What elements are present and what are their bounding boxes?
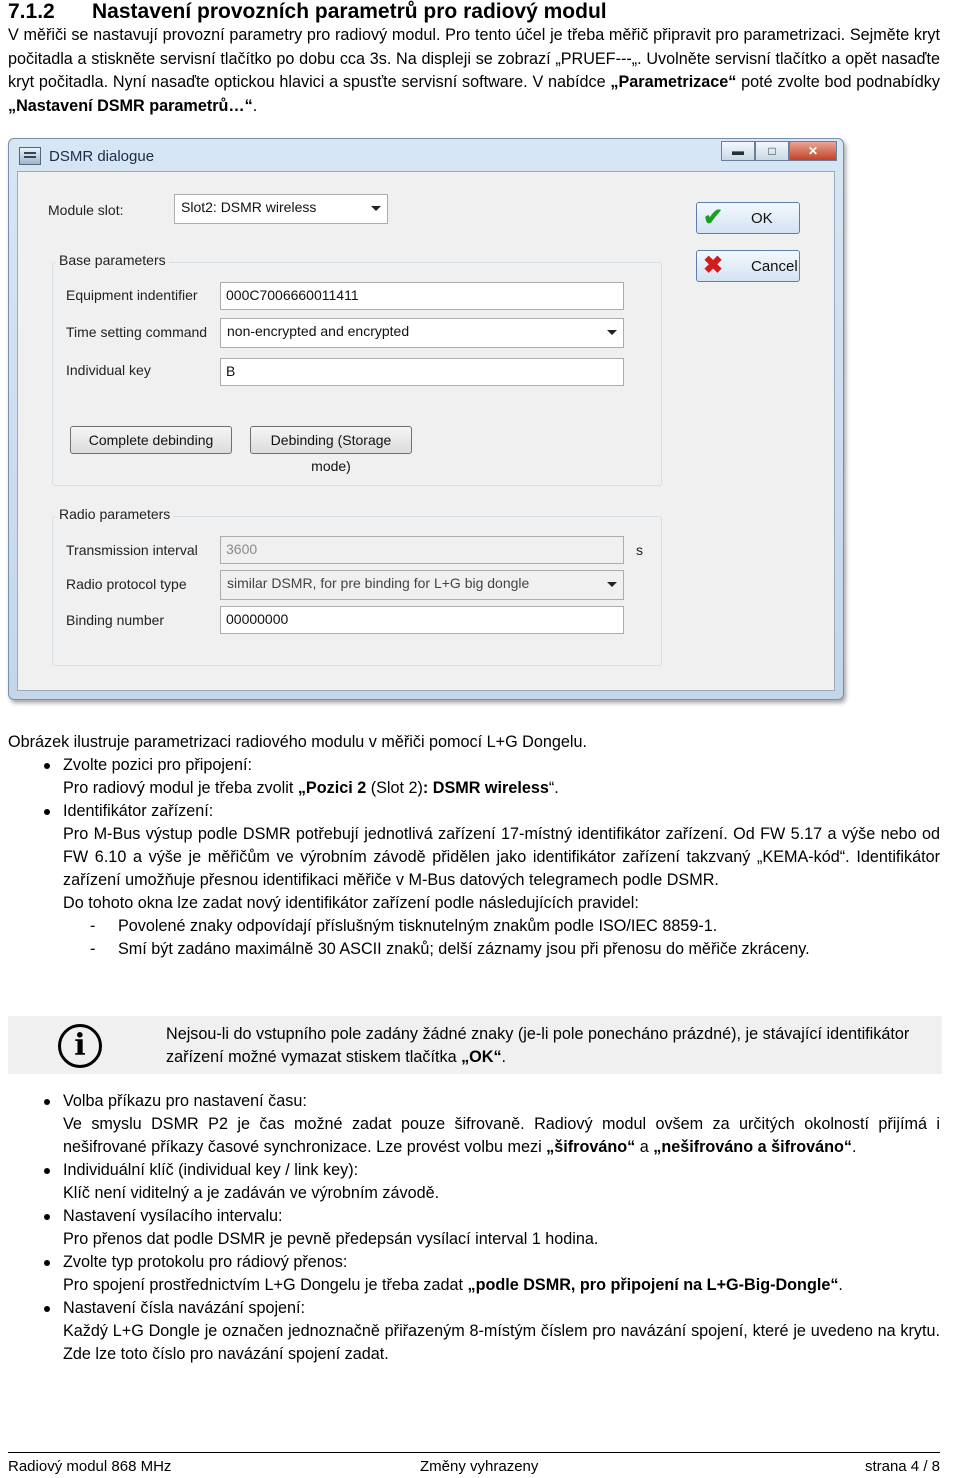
radio-protocol-label: Radio protocol type [66, 576, 187, 592]
intro-text-1: V měřiči se nastavují provozní parametry pro radiový modul. Pro tento účel je třeba měřič připravit pro parametrizaci. Sejměte kryt počitadla a stiskněte servisní tlačítko po dobu cca 3s. Na displeji se zobrazí „PRUEF---„. Uvolněte servisní tlačítko a opět nasaďte kryt počitadla. Nyní nasaďte optickou hlavici a spusťte servisní software. V nabídce [8, 26, 940, 91]
bullet-body [8, 777, 940, 800]
bullet-individual-key [8, 1159, 940, 1182]
bullet-title: Identifikátor zařízení: [63, 802, 214, 820]
radio-protocol-value: similar DSMR, for pre binding for L+G big dongle [227, 575, 530, 591]
bullet-body: Pro M-Bus výstup podle DSMR potřebují jednotlivá zařízení 17-místný identifikátor zařízení. Od FW 5.17 a výše nebo od FW 6.10 a výše je měřičům ve výrobním závodě přidělen jako identifikátor zařízení takzvaný „KEMA-kód“. Identifikátor zařízení umožňuje přesnou identifikaci měřiče v M-Bus datových telegramech podle DSMR. [63, 825, 940, 889]
interval-unit: s [636, 542, 643, 558]
text: . [852, 1138, 857, 1156]
bullet-module-slot [8, 754, 940, 777]
binding-number-input[interactable]: 00000000 [220, 606, 624, 634]
intro-text-2: poté zvolte bod podnabídky [736, 73, 940, 91]
info-icon: i [58, 1024, 102, 1068]
ok-button[interactable] [696, 202, 800, 234]
bold-text: „OK“ [461, 1048, 502, 1066]
module-slot-value: Slot2: DSMR wireless [181, 199, 317, 215]
minimize-icon[interactable]: ▬ [721, 141, 755, 161]
text: Pro spojení prostřednictvím L+G Dongelu je třeba zadat [63, 1276, 468, 1294]
dialog-title: DSMR dialogue [49, 148, 155, 165]
module-slot-select[interactable] [174, 194, 388, 224]
time-setting-label: Time setting command [66, 324, 208, 340]
equipment-identifier-label: Equipment indentifier [66, 287, 198, 303]
bullet-body [8, 1274, 940, 1297]
individual-key-label: Individual key [66, 362, 151, 378]
intro-menu-name: „Parametrizace“ [610, 73, 737, 91]
text: Pro radiový modul je třeba zvolit [63, 779, 298, 797]
bullet-title: Volba příkazu pro nastavení času: [63, 1092, 307, 1110]
dialog-titlebar[interactable] [9, 139, 843, 173]
base-parameters-title: Base parameters [56, 252, 169, 268]
bold-text: „nešifrováno a šifrováno“ [653, 1138, 853, 1156]
module-slot-label: Module slot: [48, 202, 124, 218]
app-icon [19, 147, 41, 165]
section-number: 7.1.2 [8, 0, 55, 23]
intro-paragraph [8, 24, 940, 118]
footer-center: Změny vyhrazeny [420, 1458, 539, 1475]
dsmr-dialog-window [8, 138, 844, 700]
bullet-dot [44, 763, 50, 769]
bullet-dot [44, 1306, 50, 1312]
bold-text: „šifrováno“ [546, 1138, 636, 1156]
bullet-dot [44, 1260, 50, 1266]
chevron-down-icon [371, 206, 381, 211]
bullet-protocol-type [8, 1251, 940, 1274]
bullet-dot [44, 1168, 50, 1174]
bullet-body [8, 1113, 940, 1159]
cross-icon: ✖ [703, 252, 724, 279]
footer-divider [8, 1452, 940, 1453]
bullet-body: Do tohoto okna lze zadat nový identifikátor zařízení podle následujících pravidel: [63, 894, 639, 912]
close-icon[interactable]: ✕ [789, 141, 837, 161]
text: a [635, 1138, 654, 1156]
info-note [8, 1016, 942, 1074]
intro-text-3: . [252, 96, 258, 115]
bullet-title: Zvolte typ protokolu pro rádiový přenos: [63, 1253, 348, 1271]
dash-mark: - [90, 917, 96, 935]
time-setting-value: non-encrypted and encrypted [227, 323, 410, 339]
bullet-dot [44, 1214, 50, 1220]
text: Nejsou-li do vstupního pole zadány žádné znaky (je-li pole ponecháno prázdné), je stávající identifikátor zařízení možné vymazat stiskem tlačítka [166, 1025, 910, 1066]
bullet-time-setting [8, 1090, 940, 1113]
bullet-title: Zvolte pozici pro připojení: [63, 756, 252, 774]
bullet-list-1 [8, 754, 940, 961]
text: “. [548, 779, 559, 797]
bullet-title: Nastavení čísla navázání spojení: [63, 1299, 306, 1317]
transmission-interval-input[interactable]: 3600 [220, 536, 624, 564]
time-setting-select[interactable] [220, 318, 624, 348]
bold-text: „podle DSMR, pro připojení na L+G-Big-Dongle“ [467, 1276, 839, 1294]
bullet-body: Každý L+G Dongle je označen jednoznačně přiřazeným 8-místým číslem pro navázání spojení, které je uvedeno na krytu. Zde lze toto číslo pro navázání spojení zadat. [63, 1322, 940, 1363]
bold-text: : DSMR wireless [422, 779, 549, 797]
text: . [501, 1048, 507, 1066]
complete-debinding-button[interactable]: Complete debinding [70, 426, 232, 454]
dash-text: Povolené znaky odpovídají příslušným tisknutelným znakům podle ISO/IEC 8859-1. [118, 917, 718, 935]
bullet-list-2 [8, 1090, 940, 1366]
bold-text: „Pozici 2 [297, 779, 367, 797]
dialog-client-area [17, 171, 835, 691]
intro-submenu-name: „Nastavení DSMR parametrů…“ [8, 96, 253, 115]
bullet-transmission-interval [8, 1205, 940, 1228]
transmission-interval-label: Transmission interval [66, 542, 198, 558]
text: Ve smyslu DSMR P2 je čas možné zadat pouze šifrovaně. Radiový modul ovšem za určitých okolností přijímá i nešifrované příkazy časové synchronizace. Lze provést volbu mezi [63, 1115, 940, 1156]
footer-page-number: strana 4 / 8 [864, 1458, 940, 1475]
equipment-identifier-input[interactable]: 000C7006660011411 [220, 282, 624, 310]
figure-caption: Obrázek ilustruje parametrizaci radiového modulu v měřiči pomocí L+G Dongelu. [8, 733, 587, 751]
dash-mark: - [90, 940, 96, 958]
cancel-button[interactable] [696, 250, 800, 282]
footer-left: Radiový modul 868 MHz [8, 1458, 172, 1475]
chevron-down-icon [607, 582, 617, 587]
bullet-body: Pro přenos dat podle DSMR je pevně předepsán vysílací interval 1 hodina. [63, 1230, 599, 1248]
debinding-storage-button[interactable]: Debinding (Storage mode) [250, 426, 412, 454]
bullet-equipment-id [8, 800, 940, 823]
check-icon: ✔ [703, 204, 724, 231]
bullet-title: Nastavení vysílacího intervalu: [63, 1207, 283, 1225]
window-controls [721, 141, 837, 161]
radio-parameters-title: Radio parameters [56, 506, 173, 522]
bullet-dot [44, 809, 50, 815]
text: . [838, 1276, 843, 1294]
bullet-binding-number [8, 1297, 940, 1320]
binding-number-label: Binding number [66, 612, 165, 628]
section-title: Nastavení provozních parametrů pro radiový modul [92, 0, 607, 23]
text: (Slot 2) [366, 779, 423, 797]
cancel-button-label: Cancel [751, 258, 798, 275]
bullet-title: Individuální klíč (individual key / link key): [63, 1161, 359, 1179]
bullet-dot [44, 1099, 50, 1105]
ok-button-label: OK [751, 210, 773, 227]
section-heading [8, 0, 607, 24]
bullet-body: Klíč není viditelný a je zadáván ve výrobním závodě. [63, 1184, 440, 1202]
note-text [166, 1023, 926, 1069]
dash-item [8, 915, 940, 938]
chevron-down-icon [607, 330, 617, 335]
dash-text: Smí být zadáno maximálně 30 ASCII znaků; delší záznamy jsou při přenosu do měřiče zkráceny. [118, 940, 810, 958]
dash-item [8, 938, 940, 961]
radio-protocol-select[interactable] [220, 570, 624, 600]
individual-key-input[interactable]: B [220, 358, 624, 386]
maximize-icon[interactable]: □ [755, 141, 789, 161]
